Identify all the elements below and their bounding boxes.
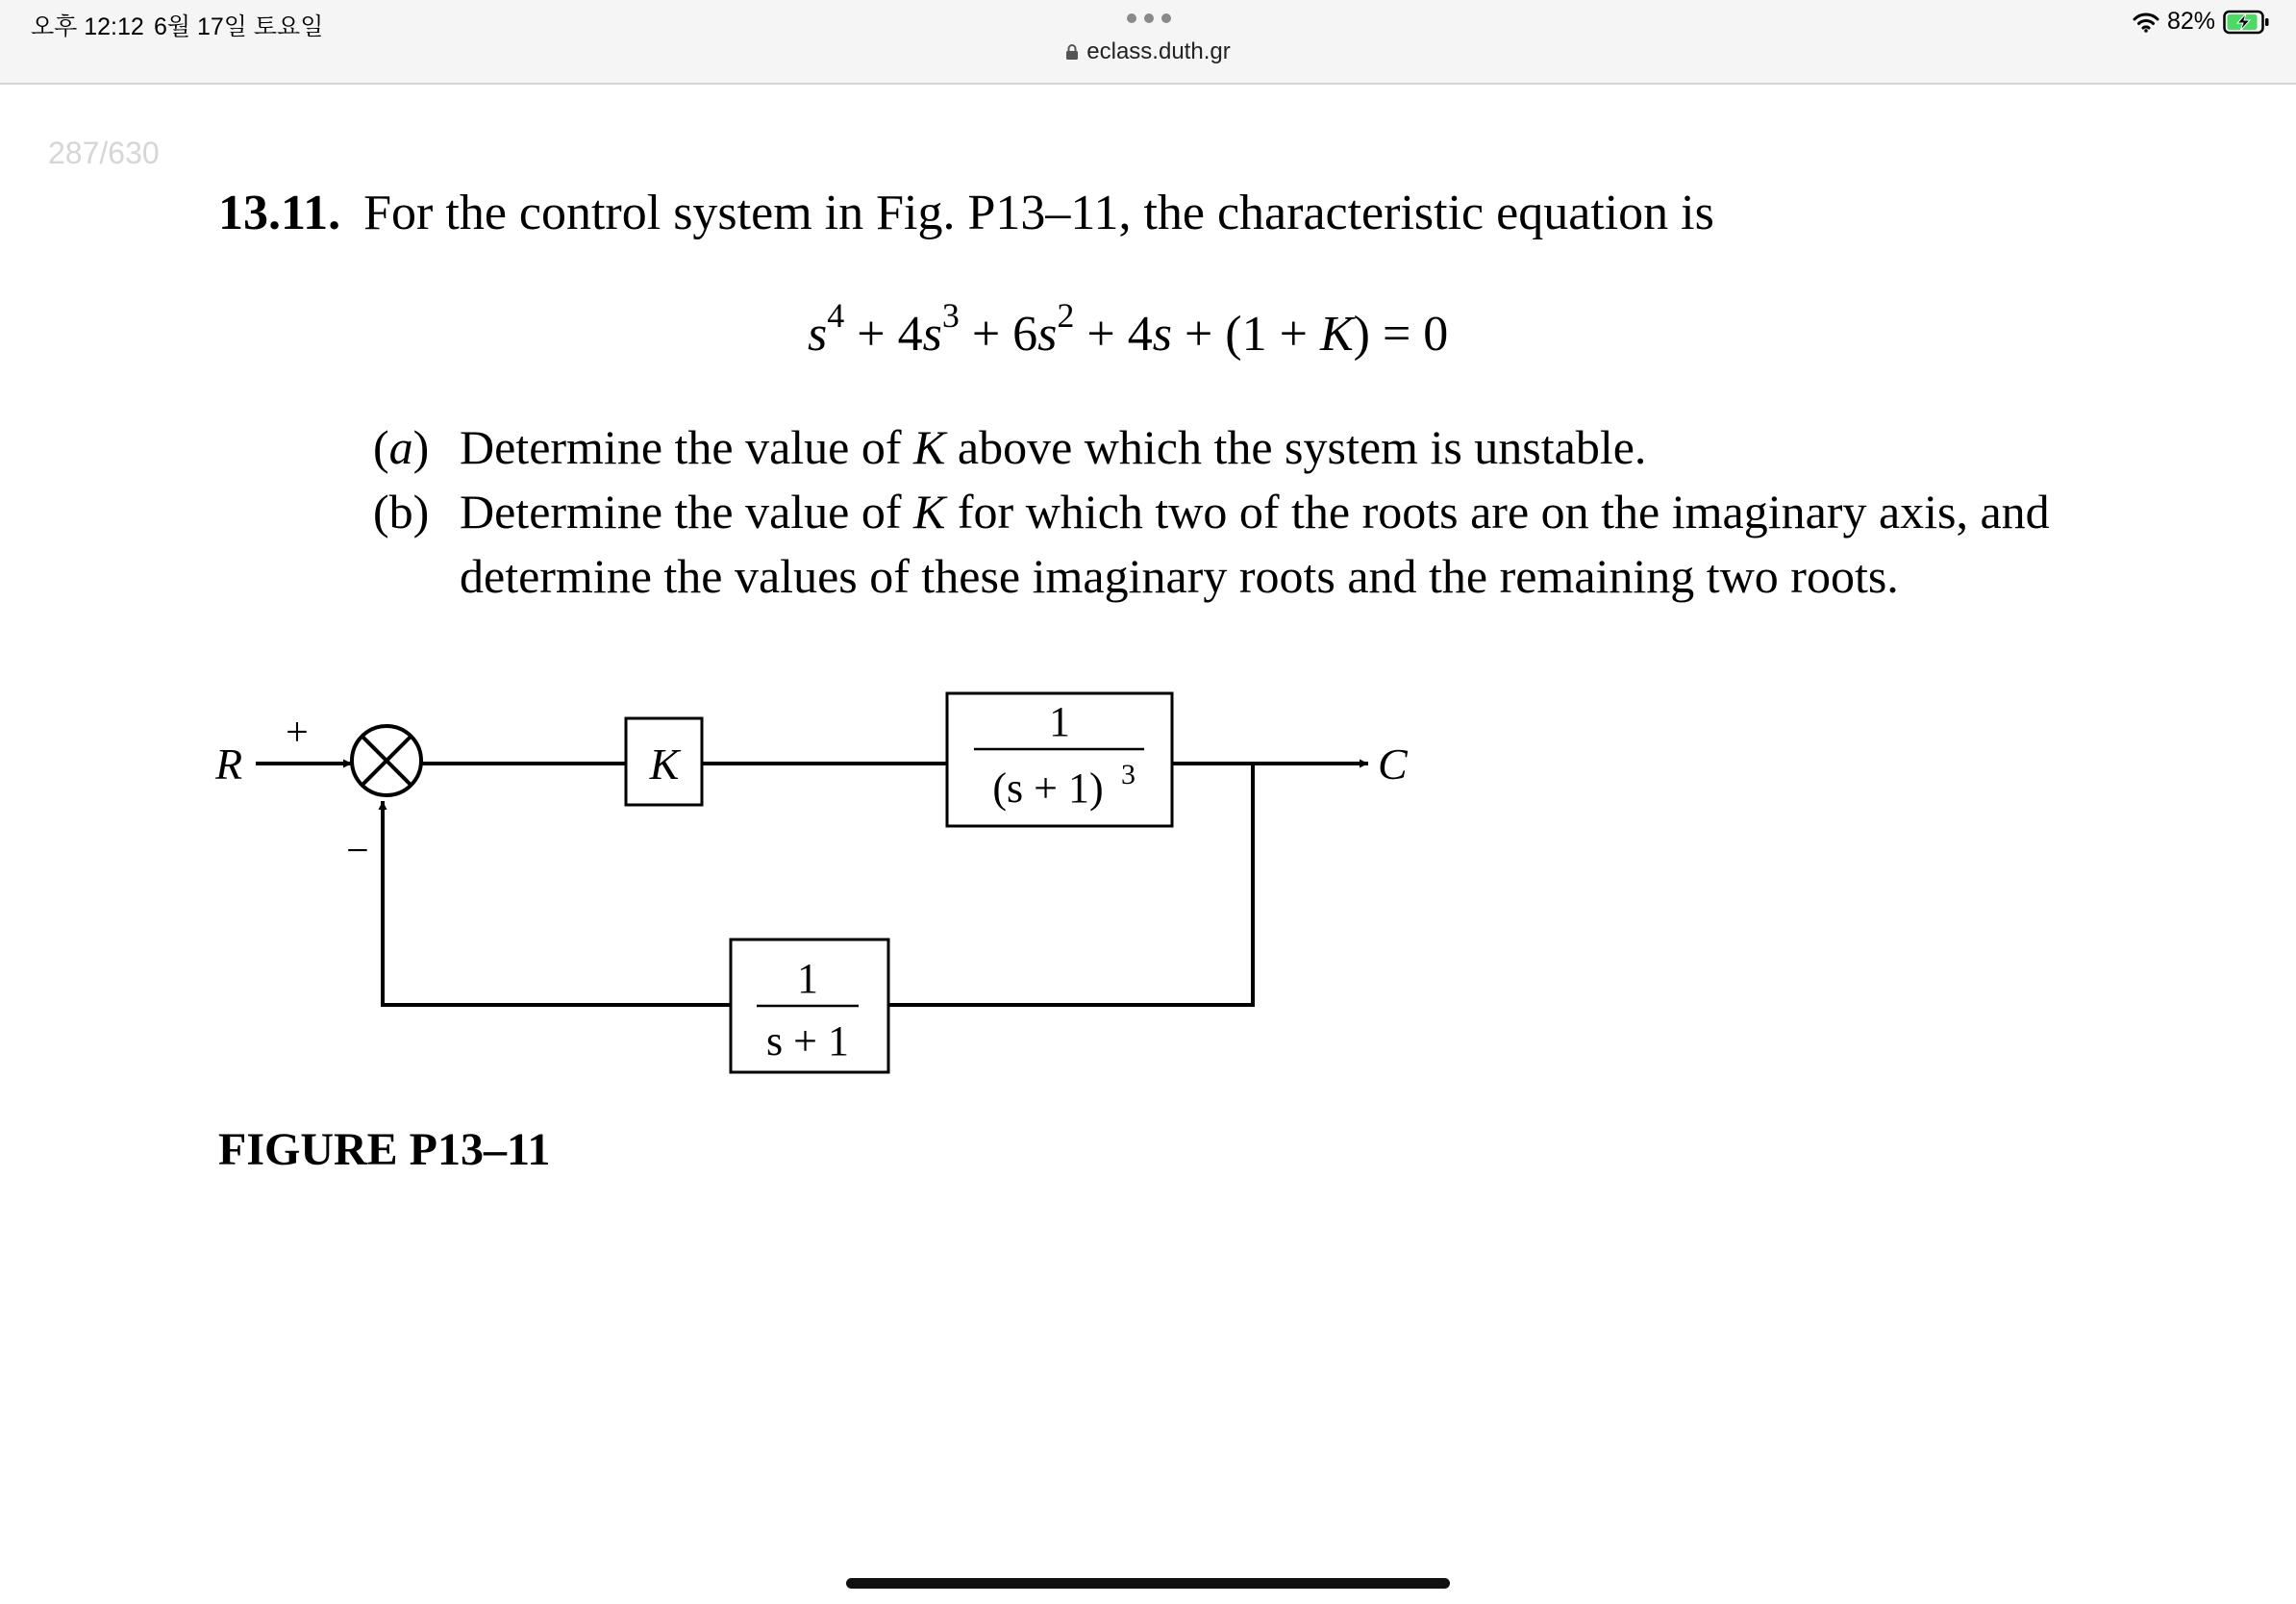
eq-term: + 6	[959, 307, 1038, 362]
output-label: C	[1378, 739, 1408, 789]
eq-exponent: 3	[941, 296, 960, 335]
minus-sign: −	[346, 829, 369, 873]
plant-exponent: 3	[1121, 759, 1136, 790]
label-part: a	[388, 420, 413, 474]
url-text: eclass.duth.gr	[1086, 38, 1231, 64]
eq-term: ) = 0	[1353, 307, 1449, 362]
plant-numerator: 1	[1049, 698, 1070, 745]
battery-percent: 82%	[2166, 8, 2215, 35]
problem-intro: For the control system in Fig. P13–11, the characteristic equation is	[363, 186, 1714, 240]
eq-term: s	[922, 307, 942, 362]
part-b-text-line2: determine the values of these imaginary roots and the remaining two roots.	[460, 549, 1899, 603]
status-date: 6월 17일 토요일	[154, 13, 324, 40]
gain-label: K	[649, 739, 680, 789]
page-counter: 287/630	[48, 136, 160, 170]
part-b-label: (b)	[373, 485, 430, 539]
text-run: Determine the value of	[460, 485, 914, 539]
input-label: R	[215, 739, 243, 789]
eq-term: s	[1152, 307, 1172, 362]
eq-term: K	[1319, 307, 1354, 362]
text-run: above which the system is unstable.	[945, 420, 1647, 474]
eq-term: s	[1037, 307, 1058, 362]
status-time: 오후 12:12	[31, 13, 144, 40]
feedback-numerator: 1	[797, 955, 818, 1002]
eq-exponent: 4	[827, 296, 845, 335]
feedback-denominator: s + 1	[766, 1017, 849, 1065]
eq-exponent: 2	[1057, 296, 1075, 335]
feedback-line	[383, 801, 731, 1005]
eq-term: + 4	[844, 307, 923, 362]
text-run: K	[913, 485, 946, 539]
figure-caption: FIGURE P13–11	[218, 1124, 551, 1175]
text-run: Determine the value of	[460, 420, 914, 474]
eq-term: + (1 +	[1171, 307, 1320, 362]
problem-number: 13.11.	[218, 186, 341, 240]
home-indicator[interactable]	[846, 1578, 1450, 1589]
plant-denominator: (s + 1)	[992, 764, 1104, 812]
eq-term: s	[808, 307, 828, 362]
plus-sign: +	[286, 711, 309, 755]
text-run: for which two of the roots are on the imaginary axis, and	[945, 485, 2050, 539]
label-part: (	[373, 420, 389, 474]
eq-term: + 4	[1074, 307, 1153, 362]
text-run: K	[913, 420, 946, 474]
label-part: )	[412, 420, 430, 474]
